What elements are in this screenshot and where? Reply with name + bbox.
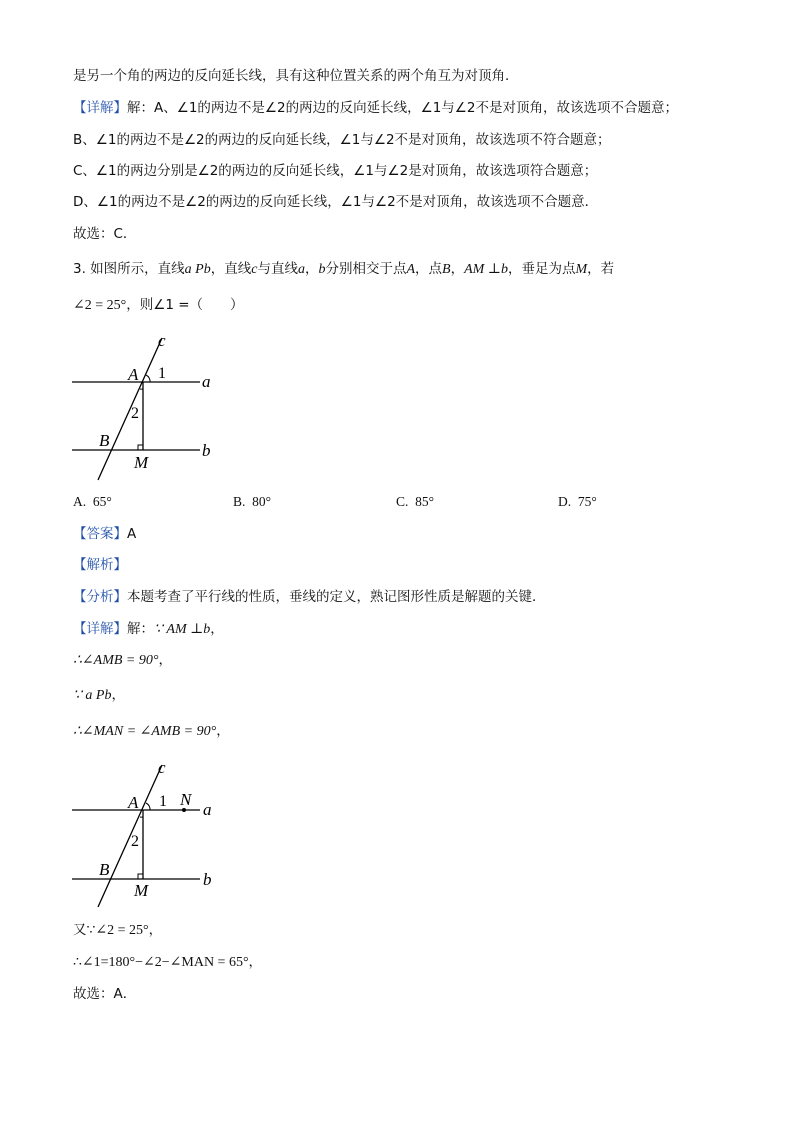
right-angle-mark [138,445,143,450]
solution-line-1 [73,620,224,639]
label-n: N [180,790,192,809]
label-line-a: a [202,372,211,391]
detail-line [73,99,678,117]
label-angle-1: 1 [159,793,167,810]
punct: ， [216,723,230,739]
conclusion-line-2 [73,953,262,972]
q-math: a Pb [184,262,211,277]
solution-math: ∵ AM ⊥b [154,622,211,637]
label-b-point: B [99,860,110,879]
punct: ， [210,621,224,637]
question-line-2 [73,296,244,315]
answer-options [73,494,633,512]
final-answer: 故选：A． [73,986,137,1002]
detail-tag: 【详解】 [73,100,127,116]
q-text: ，垂足为点 [507,261,576,277]
answer-value: A [127,526,137,542]
option-a: A. 65° [73,494,112,509]
figure-2 [60,755,230,915]
q-math: a [297,262,305,277]
q-text: ，则∠1 =（ ） [126,297,244,313]
question-line-1 [73,260,614,279]
solution-text: 解： [127,621,154,637]
analysis-tag: 【解析】 [73,557,127,573]
solution-math: ∴∠AMB = 90° [73,653,159,668]
punct: ， [111,687,125,703]
label-line-b: b [202,441,211,460]
text-line: C、∠1的两边分别是∠2的两边的反向延长线，∠1与∠2是对顶角，故该选项符合题意； [73,163,598,179]
summary-text: 本题考查了平行线的性质，垂线的定义，熟记图形性质是解题的关键． [127,589,546,605]
option-d: D. 75° [558,494,597,509]
text-line: B、∠1的两边不是∠2的两边的反向延长线，∠1与∠2不是对顶角，故该选项不符合题意； [73,132,611,148]
label-b-point: B [99,431,110,450]
label-a-point: A [128,793,139,812]
label-m: M [134,453,149,472]
right-angle-mark [138,874,143,879]
analysis-summary [73,588,546,606]
solution-math: ∴∠MAN = ∠AMB = 90° [73,724,217,739]
summary-tag: 【分析】 [73,589,127,605]
solution-math: ∵ a Pb [73,688,112,703]
line-c [98,765,162,907]
text-line: D、∠1的两边不是∠2的两边的反向延长线，∠1与∠2不是对顶角，故该选项不合题意． [73,194,599,210]
label-line-a: a [203,800,212,819]
q-math: M [575,262,588,277]
q-math: A [406,262,416,277]
label-c: c [158,331,166,350]
q-text: ，若 [587,261,615,277]
conclusion-line-1 [73,921,162,940]
label-angle-2: 2 [131,833,139,850]
q-math: ∠2 = 25° [73,298,127,313]
solution-line-3 [73,686,125,705]
q-text: ， [450,261,465,277]
q-text: 与直线 [257,261,298,277]
line-c [98,338,162,480]
label-m: M [134,881,149,900]
q-math: b [318,262,326,277]
punct: ， [248,954,263,970]
punct: ， [158,652,172,668]
q-text: ，直线 [210,261,252,277]
angle-1-arc [146,375,150,382]
q-math: c [251,262,258,277]
figure-1 [60,326,230,486]
answer-line [73,525,136,543]
text-line: 是另一个角的两边的反向延长线，具有这种位置关系的两个角互为对顶角． [73,68,519,84]
q-math: B [442,262,451,277]
q-math: AM ⊥b [464,262,508,277]
solution-line-2 [73,651,172,670]
detail-text: 解：A、∠1的两边不是∠2的两边的反向延长线，∠1与∠2不是对顶角，故该选项不合题意； [127,100,679,116]
text-line: 故选：C． [73,226,137,242]
punct: ， [148,922,163,938]
conclusion-math: ∴∠1=180°−∠2−∠MAN = 65° [73,955,249,970]
label-angle-2: 2 [131,405,139,422]
conclusion-math: ∵∠2 = 25° [86,923,149,938]
option-c: C. 85° [396,494,435,509]
angle-1-arc [146,803,150,810]
label-c: c [158,758,166,777]
q-text: 3. 如图所示，直线 [73,261,185,277]
q-text: ， [304,261,319,277]
q-text: ，点 [415,261,443,277]
label-line-b: b [203,870,212,889]
answer-tag: 【答案】 [73,526,127,542]
solution-line-4 [73,722,230,741]
solution-tag: 【详解】 [73,621,127,637]
label-angle-1: 1 [158,365,166,382]
label-a-point: A [128,365,139,384]
option-b: B. 80° [233,494,272,509]
q-text: 分别相交于点 [325,261,407,277]
conclusion-text: 又 [73,922,87,938]
